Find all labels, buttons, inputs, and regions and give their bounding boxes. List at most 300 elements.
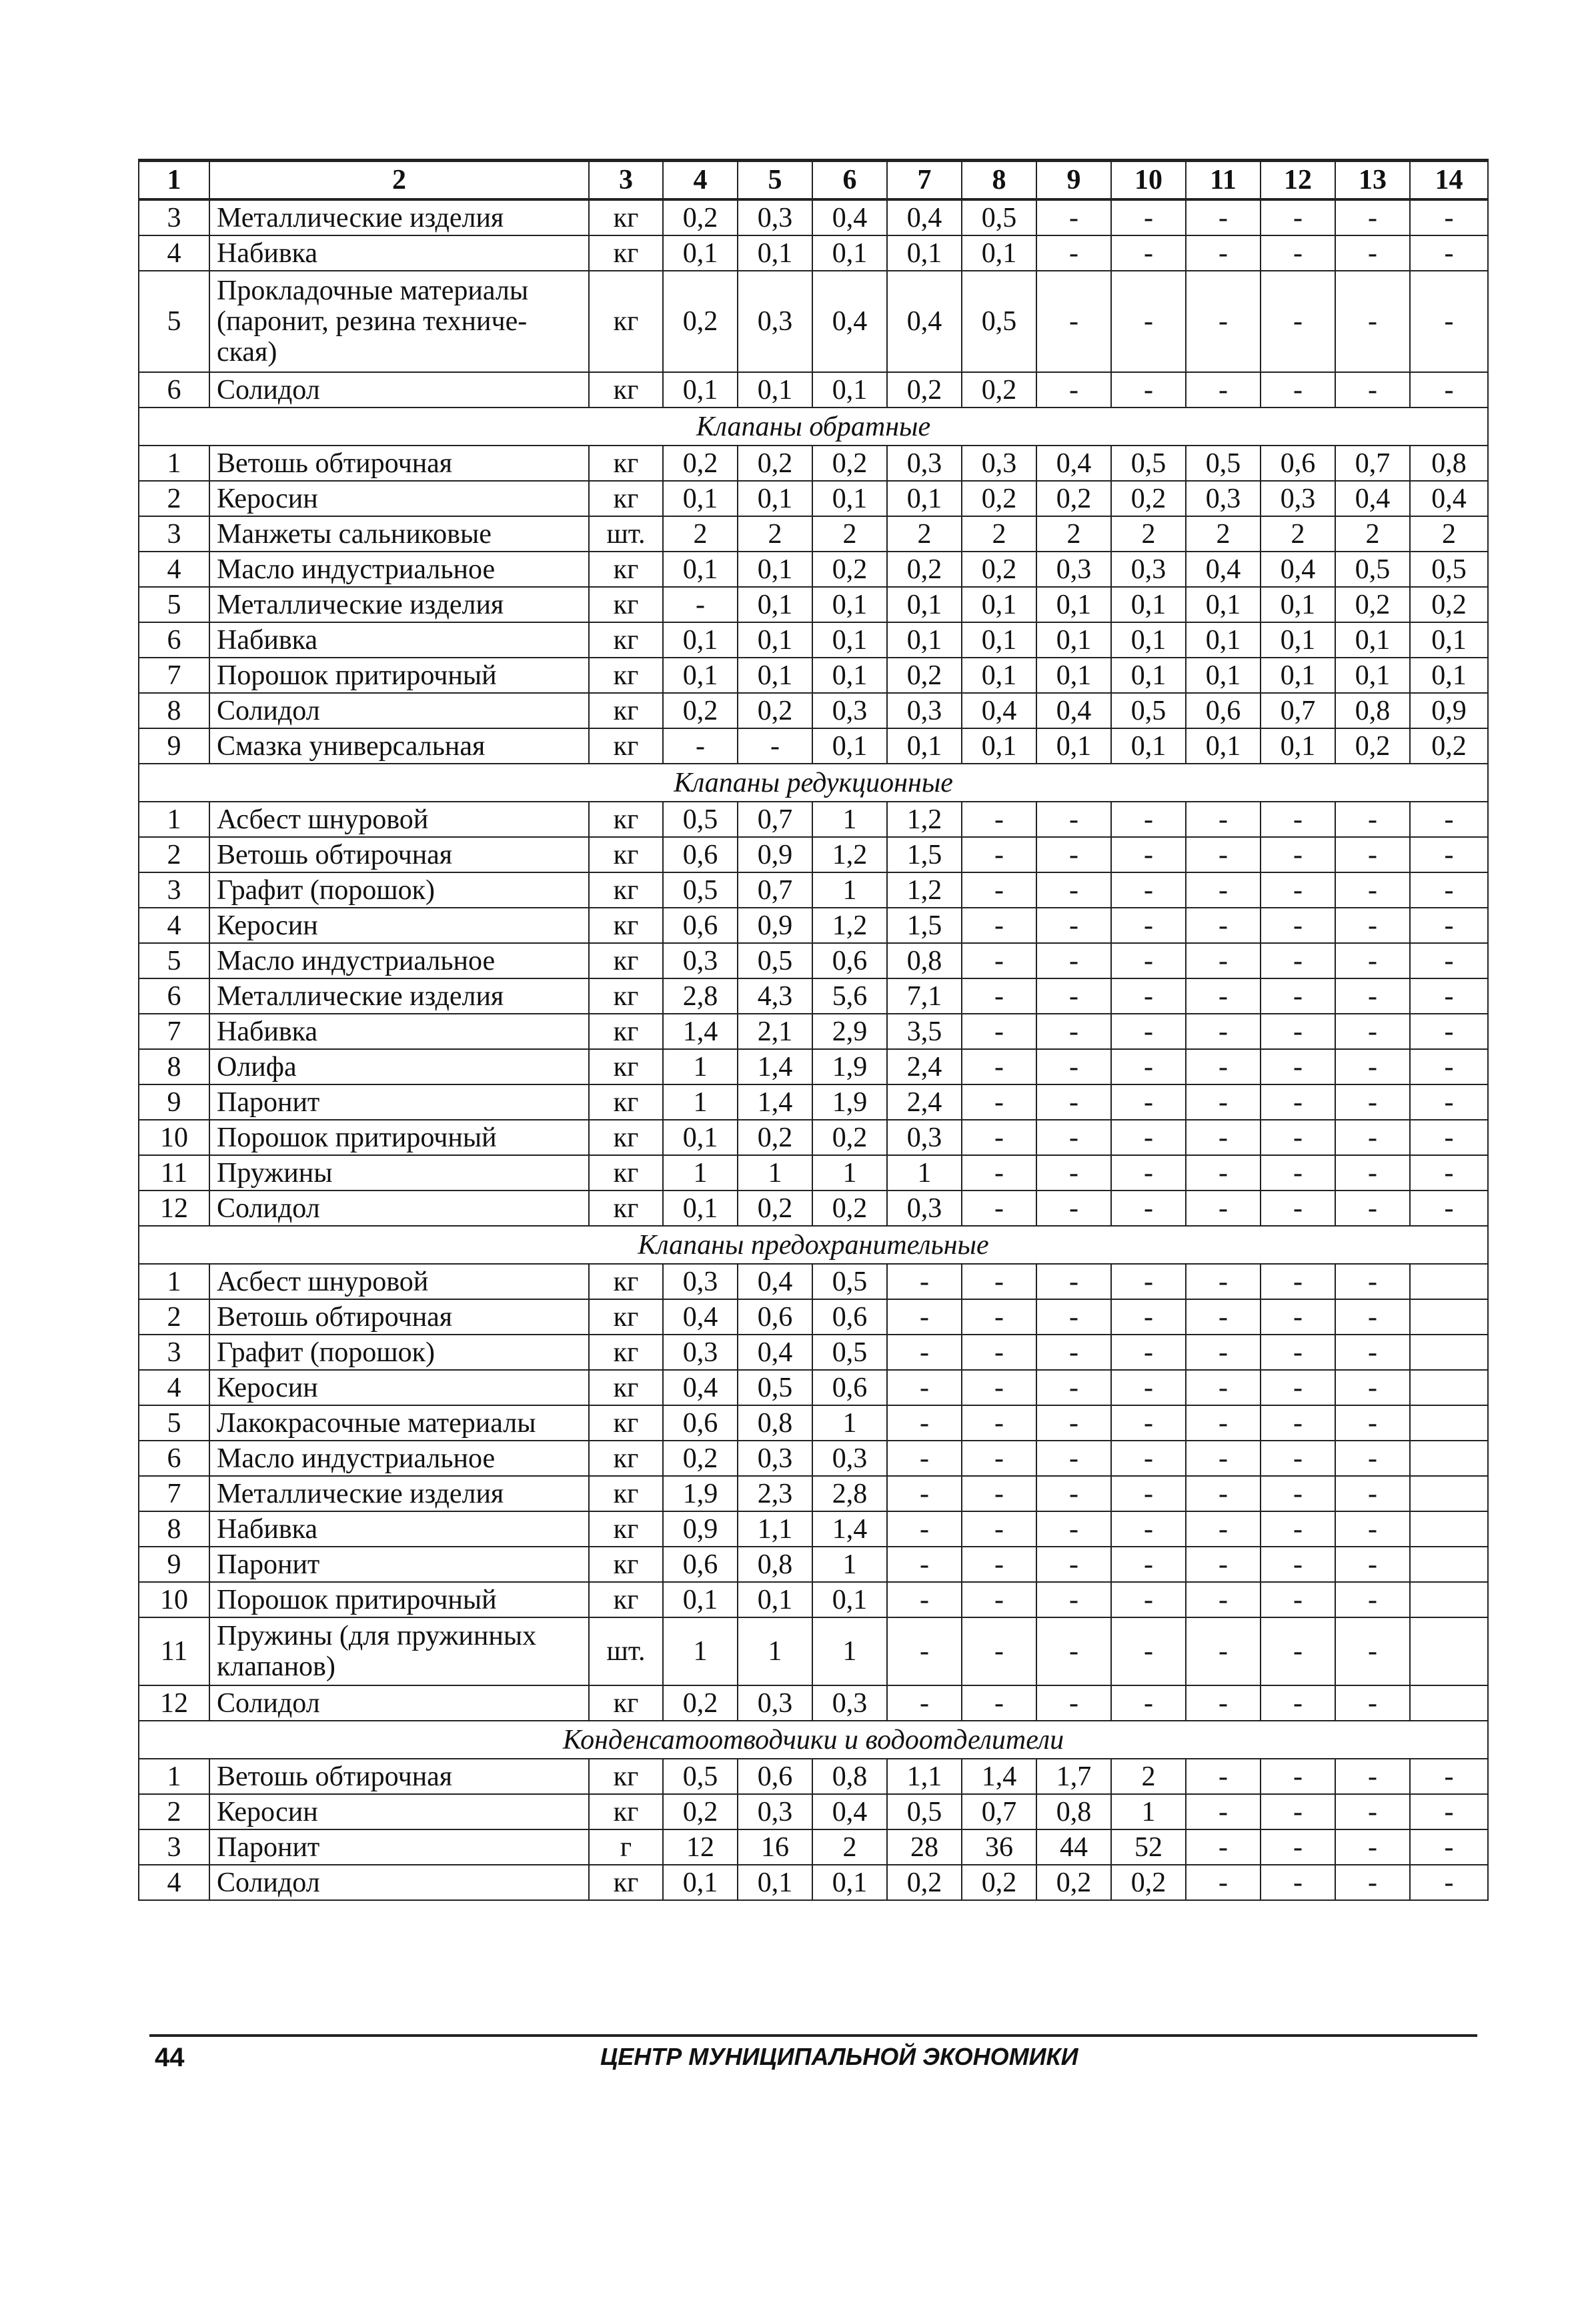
value-cell: -	[887, 1299, 962, 1335]
value-cell: 1,2	[887, 802, 962, 837]
value-cell: 2,8	[663, 978, 738, 1014]
value-cell: 0,4	[738, 1264, 812, 1299]
value-cell: -	[1186, 1476, 1261, 1511]
section-title: Клапаны редукционные	[139, 764, 1488, 802]
value-cell: -	[1036, 1582, 1111, 1617]
value-cell: -	[1186, 1794, 1261, 1829]
table-row	[139, 837, 1488, 872]
material-name-cell: Керосин	[209, 908, 589, 943]
value-cell: 1,9	[663, 1476, 738, 1511]
table-row	[139, 622, 1488, 658]
unit-cell: шт.	[589, 516, 663, 552]
table-row	[139, 908, 1488, 943]
material-name-cell: Металлические изделия	[209, 1476, 589, 1511]
value-cell: -	[1111, 1685, 1186, 1721]
value-cell: 1,2	[887, 872, 962, 908]
value-cell: 5,6	[812, 978, 887, 1014]
value-cell: 0,3	[663, 943, 738, 978]
value-cell: -	[1111, 1405, 1186, 1441]
value-cell: 2,4	[887, 1084, 962, 1120]
value-cell: -	[1111, 943, 1186, 978]
value-cell: -	[1111, 1335, 1186, 1370]
unit-cell: кг	[589, 1759, 663, 1794]
material-name-cell: Паронит	[209, 1084, 589, 1120]
value-cell: 0,2	[1335, 728, 1410, 764]
value-cell: -	[887, 1405, 962, 1441]
value-cell: -	[1036, 372, 1111, 408]
value-cell	[1410, 1335, 1488, 1370]
unit-cell: кг	[589, 1155, 663, 1191]
value-cell: -	[1036, 1264, 1111, 1299]
value-cell: 0,6	[812, 943, 887, 978]
value-cell: 0,1	[812, 1582, 887, 1617]
value-cell: 1	[1111, 1794, 1186, 1829]
value-cell: 0,3	[1111, 552, 1186, 587]
value-cell: 0,1	[887, 235, 962, 271]
value-cell: -	[1186, 1335, 1261, 1370]
value-cell: 0,5	[1111, 693, 1186, 728]
value-cell: 0,1	[663, 1120, 738, 1155]
value-cell: -	[962, 908, 1036, 943]
row-number-cell: 3	[139, 516, 209, 552]
value-cell: 0,1	[962, 728, 1036, 764]
value-cell: 0,6	[1186, 693, 1261, 728]
value-cell: -	[1261, 872, 1335, 908]
value-cell: -	[962, 1084, 1036, 1120]
column-header: 5	[738, 161, 812, 200]
value-cell: 0,1	[1410, 622, 1488, 658]
value-cell: 0,2	[738, 446, 812, 481]
value-cell: -	[1410, 837, 1488, 872]
value-cell: 0,4	[663, 1299, 738, 1335]
material-name-cell: Лакокрасочные материалы	[209, 1405, 589, 1441]
material-name-cell: Графит (порошок)	[209, 872, 589, 908]
value-cell: 0,2	[812, 552, 887, 587]
material-name-cell: Керосин	[209, 1794, 589, 1829]
value-cell: -	[887, 1335, 962, 1370]
material-name-cell: Ветошь обтирочная	[209, 446, 589, 481]
value-cell: -	[962, 1014, 1036, 1049]
material-name-cell: Пружины (для пружинных клапанов)	[209, 1617, 589, 1685]
value-cell: -	[1036, 1014, 1111, 1049]
value-cell: 0,1	[887, 622, 962, 658]
value-cell: 2,9	[812, 1014, 887, 1049]
value-cell: 0,8	[1410, 446, 1488, 481]
value-cell: -	[1036, 271, 1111, 372]
value-cell: -	[1186, 1405, 1261, 1441]
value-cell: -	[962, 1582, 1036, 1617]
value-cell: -	[1111, 1299, 1186, 1335]
value-cell: -	[962, 872, 1036, 908]
value-cell: -	[1410, 1829, 1488, 1865]
value-cell: 1	[812, 1617, 887, 1685]
value-cell	[1410, 1617, 1488, 1685]
value-cell: 1	[887, 1155, 962, 1191]
value-cell: 0,1	[1111, 587, 1186, 622]
value-cell: -	[1335, 1685, 1410, 1721]
row-number-cell: 8	[139, 693, 209, 728]
value-cell: 2,8	[812, 1476, 887, 1511]
value-cell: -	[1036, 1120, 1111, 1155]
value-cell: 0,1	[962, 235, 1036, 271]
value-cell: 0,5	[812, 1264, 887, 1299]
row-number-cell: 1	[139, 1264, 209, 1299]
value-cell: -	[1335, 1476, 1410, 1511]
value-cell: -	[1111, 1476, 1186, 1511]
column-header: 13	[1335, 161, 1410, 200]
value-cell: -	[1186, 1582, 1261, 1617]
value-cell: 0,5	[738, 943, 812, 978]
material-name-cell: Солидол	[209, 1685, 589, 1721]
value-cell: -	[1261, 1120, 1335, 1155]
material-name-cell: Графит (порошок)	[209, 1335, 589, 1370]
value-cell: 0,1	[1186, 587, 1261, 622]
value-cell: -	[1036, 1685, 1111, 1721]
material-name-cell: Металлические изделия	[209, 978, 589, 1014]
value-cell: 0,1	[1410, 658, 1488, 693]
material-name-cell: Солидол	[209, 1865, 589, 1900]
value-cell: 0,1	[1036, 728, 1111, 764]
value-cell: -	[1261, 1441, 1335, 1476]
value-cell: 0,5	[962, 271, 1036, 372]
value-cell: 0,8	[1036, 1794, 1111, 1829]
unit-cell: кг	[589, 1370, 663, 1405]
value-cell: 0,2	[663, 271, 738, 372]
value-cell: 0,1	[663, 1191, 738, 1226]
value-cell: 0,2	[812, 1120, 887, 1155]
value-cell: -	[1335, 1829, 1410, 1865]
value-cell: 0,5	[1186, 446, 1261, 481]
value-cell: 0,6	[1261, 446, 1335, 481]
row-number-cell: 2	[139, 1299, 209, 1335]
value-cell: -	[1111, 837, 1186, 872]
material-name-cell: Паронит	[209, 1547, 589, 1582]
value-cell: 0,2	[1111, 481, 1186, 516]
value-cell: -	[1111, 1049, 1186, 1084]
value-cell: -	[1261, 837, 1335, 872]
table-row	[139, 1120, 1488, 1155]
material-name-cell: Ветошь обтирочная	[209, 1299, 589, 1335]
value-cell: 0,7	[1261, 693, 1335, 728]
value-cell: 2	[1036, 516, 1111, 552]
value-cell: 0,1	[1036, 587, 1111, 622]
value-cell: -	[1410, 908, 1488, 943]
value-cell: -	[1036, 1370, 1111, 1405]
value-cell: 0,5	[663, 1759, 738, 1794]
value-cell: 1	[663, 1049, 738, 1084]
value-cell: 0,3	[1186, 481, 1261, 516]
value-cell: -	[1335, 271, 1410, 372]
value-cell: 0,8	[812, 1759, 887, 1794]
unit-cell: кг	[589, 1582, 663, 1617]
value-cell: 1,4	[812, 1511, 887, 1547]
value-cell: 0,7	[962, 1794, 1036, 1829]
value-cell: -	[1335, 1084, 1410, 1120]
value-cell: 0,1	[663, 372, 738, 408]
value-cell: 0,1	[738, 587, 812, 622]
table-row	[139, 271, 1488, 372]
value-cell: -	[1410, 1155, 1488, 1191]
value-cell: 0,6	[738, 1759, 812, 1794]
value-cell: -	[1186, 1617, 1261, 1685]
unit-cell: кг	[589, 1794, 663, 1829]
material-name-cell: Порошок притирочный	[209, 1120, 589, 1155]
value-cell: 0,2	[812, 446, 887, 481]
value-cell: 0,1	[812, 1865, 887, 1900]
value-cell: 0,3	[1261, 481, 1335, 516]
value-cell: 2	[1410, 516, 1488, 552]
value-cell: -	[1335, 372, 1410, 408]
material-name-cell: Металлические изделия	[209, 587, 589, 622]
row-number-cell: 8	[139, 1511, 209, 1547]
value-cell: -	[1261, 978, 1335, 1014]
table-row	[139, 943, 1488, 978]
table-row	[139, 372, 1488, 408]
value-cell: -	[1261, 1794, 1335, 1829]
column-header: 10	[1111, 161, 1186, 200]
material-name-cell: Ветошь обтирочная	[209, 1759, 589, 1794]
material-name-cell: Набивка	[209, 235, 589, 271]
value-cell: 0,8	[738, 1547, 812, 1582]
value-cell: 1,1	[738, 1511, 812, 1547]
material-name-cell: Прокладочные материалы (паронит, резина техниче-ская)	[209, 271, 589, 372]
section-title-row	[139, 408, 1488, 446]
value-cell: -	[1111, 1191, 1186, 1226]
material-name-cell: Металлические изделия	[209, 199, 589, 235]
table-row	[139, 658, 1488, 693]
value-cell: -	[1186, 1014, 1261, 1049]
table-body	[139, 161, 1488, 1901]
value-cell: -	[1186, 1547, 1261, 1582]
value-cell: -	[1186, 1264, 1261, 1299]
materials-norm-table	[138, 159, 1489, 1901]
value-cell: -	[962, 1299, 1036, 1335]
value-cell: -	[1111, 802, 1186, 837]
value-cell: 1	[663, 1155, 738, 1191]
value-cell: 0,3	[663, 1264, 738, 1299]
value-cell: 0,6	[812, 1370, 887, 1405]
table-row	[139, 802, 1488, 837]
value-cell: -	[962, 1191, 1036, 1226]
unit-cell: кг	[589, 978, 663, 1014]
column-header: 12	[1261, 161, 1335, 200]
value-cell: 0,7	[738, 872, 812, 908]
value-cell: 36	[962, 1829, 1036, 1865]
value-cell: 2	[812, 516, 887, 552]
row-number-cell: 4	[139, 1370, 209, 1405]
value-cell: -	[1335, 837, 1410, 872]
unit-cell: кг	[589, 802, 663, 837]
unit-cell: кг	[589, 1264, 663, 1299]
value-cell: 0,8	[887, 943, 962, 978]
value-cell: 0,1	[663, 658, 738, 693]
value-cell: 1,4	[663, 1014, 738, 1049]
value-cell: 1	[812, 802, 887, 837]
value-cell: 52	[1111, 1829, 1186, 1865]
section-title: Клапаны предохранительные	[139, 1226, 1488, 1264]
value-cell: 0,3	[887, 1191, 962, 1226]
value-cell: 2	[812, 1829, 887, 1865]
value-cell: 0,1	[1111, 622, 1186, 658]
unit-cell: кг	[589, 1441, 663, 1476]
value-cell: -	[1261, 1155, 1335, 1191]
value-cell: -	[1335, 1441, 1410, 1476]
publisher-name: ЦЕНТР МУНИЦИПАЛЬНОЙ ЭКОНОМИКИ	[600, 2043, 1078, 2070]
value-cell: 0,1	[738, 235, 812, 271]
page-number: 44	[155, 2043, 185, 2072]
value-cell: -	[1036, 1476, 1111, 1511]
value-cell: 0,1	[663, 1865, 738, 1900]
row-number-cell: 10	[139, 1582, 209, 1617]
value-cell: -	[1261, 1264, 1335, 1299]
value-cell: -	[1410, 1084, 1488, 1120]
value-cell: 0,1	[812, 372, 887, 408]
value-cell: 0,1	[663, 622, 738, 658]
value-cell: -	[1410, 199, 1488, 235]
row-number-cell: 5	[139, 271, 209, 372]
row-number-cell: 7	[139, 1014, 209, 1049]
value-cell: 2	[962, 516, 1036, 552]
value-cell: -	[1186, 1049, 1261, 1084]
value-cell: 0,6	[663, 1547, 738, 1582]
unit-cell: кг	[589, 1049, 663, 1084]
row-number-cell: 10	[139, 1120, 209, 1155]
value-cell: 0,3	[812, 1441, 887, 1476]
row-number-cell: 3	[139, 1829, 209, 1865]
value-cell: -	[1335, 1155, 1410, 1191]
value-cell: 1,9	[812, 1049, 887, 1084]
value-cell: -	[1186, 1865, 1261, 1900]
value-cell: -	[1335, 1865, 1410, 1900]
row-number-cell: 5	[139, 587, 209, 622]
value-cell: 1,7	[1036, 1759, 1111, 1794]
value-cell: -	[962, 1617, 1036, 1685]
section-title-row	[139, 1721, 1488, 1759]
value-cell: -	[1335, 1191, 1410, 1226]
value-cell: 0,3	[812, 1685, 887, 1721]
value-cell: -	[1186, 1511, 1261, 1547]
value-cell: 0,2	[887, 372, 962, 408]
row-number-cell: 9	[139, 728, 209, 764]
value-cell: -	[1335, 1264, 1410, 1299]
value-cell: -	[1111, 1370, 1186, 1405]
value-cell: 0,9	[738, 837, 812, 872]
value-cell: -	[1186, 908, 1261, 943]
value-cell: 0,3	[962, 446, 1036, 481]
value-cell: 0,1	[962, 622, 1036, 658]
value-cell: -	[1261, 1049, 1335, 1084]
value-cell: -	[887, 1511, 962, 1547]
value-cell: 0,1	[738, 658, 812, 693]
value-cell: 0,4	[812, 199, 887, 235]
value-cell: 1,9	[812, 1084, 887, 1120]
value-cell: -	[962, 802, 1036, 837]
value-cell: 0,1	[738, 552, 812, 587]
value-cell: 0,1	[738, 1865, 812, 1900]
value-cell: -	[1186, 1370, 1261, 1405]
table-row	[139, 516, 1488, 552]
unit-cell: кг	[589, 1335, 663, 1370]
value-cell: 0,2	[1335, 587, 1410, 622]
value-cell: 0,3	[738, 199, 812, 235]
unit-cell: кг	[589, 908, 663, 943]
value-cell: -	[1410, 271, 1488, 372]
row-number-cell: 3	[139, 1335, 209, 1370]
value-cell: -	[1186, 1299, 1261, 1335]
value-cell: 0,8	[1335, 693, 1410, 728]
column-header: 4	[663, 161, 738, 200]
value-cell: -	[1186, 1191, 1261, 1226]
value-cell: 0,4	[1335, 481, 1410, 516]
row-number-cell: 2	[139, 837, 209, 872]
value-cell: 0,4	[663, 1370, 738, 1405]
unit-cell: кг	[589, 552, 663, 587]
unit-cell: кг	[589, 481, 663, 516]
value-cell: -	[1111, 1582, 1186, 1617]
table-row	[139, 1617, 1488, 1685]
value-cell: 1,4	[738, 1049, 812, 1084]
value-cell: 1	[812, 872, 887, 908]
material-name-cell: Набивка	[209, 1014, 589, 1049]
value-cell: -	[1186, 802, 1261, 837]
value-cell: -	[1036, 978, 1111, 1014]
section-title: Конденсатоотводчики и водоотделители	[139, 1721, 1488, 1759]
value-cell: -	[962, 1511, 1036, 1547]
value-cell: 0,4	[1410, 481, 1488, 516]
table-row	[139, 1511, 1488, 1547]
unit-cell: кг	[589, 1511, 663, 1547]
value-cell: -	[1111, 372, 1186, 408]
value-cell: -	[1410, 1794, 1488, 1829]
value-cell: 0,3	[887, 693, 962, 728]
value-cell: -	[1410, 1120, 1488, 1155]
unit-cell: кг	[589, 1405, 663, 1441]
value-cell	[1410, 1476, 1488, 1511]
value-cell: 2	[1261, 516, 1335, 552]
value-cell: -	[962, 1685, 1036, 1721]
unit-cell: кг	[589, 446, 663, 481]
value-cell: 7,1	[887, 978, 962, 1014]
unit-cell: кг	[589, 1014, 663, 1049]
value-cell: -	[887, 1617, 962, 1685]
table-row	[139, 1049, 1488, 1084]
value-cell: -	[1335, 1335, 1410, 1370]
table-row	[139, 1155, 1488, 1191]
value-cell: -	[1186, 372, 1261, 408]
column-header: 6	[812, 161, 887, 200]
row-number-cell: 12	[139, 1685, 209, 1721]
table-row	[139, 1264, 1488, 1299]
value-cell: -	[1111, 271, 1186, 372]
value-cell: 2,4	[887, 1049, 962, 1084]
table-row	[139, 1476, 1488, 1511]
value-cell: 0,5	[738, 1370, 812, 1405]
value-cell: -	[1186, 943, 1261, 978]
value-cell: 0,6	[663, 837, 738, 872]
value-cell: 0,5	[1335, 552, 1410, 587]
value-cell: -	[962, 1405, 1036, 1441]
value-cell: -	[1335, 1049, 1410, 1084]
value-cell: 2	[887, 516, 962, 552]
column-header: 9	[1036, 161, 1111, 200]
column-header: 2	[209, 161, 589, 200]
value-cell: 0,1	[1261, 728, 1335, 764]
value-cell: 0,1	[1261, 622, 1335, 658]
value-cell: -	[1410, 1191, 1488, 1226]
material-name-cell: Пружины	[209, 1155, 589, 1191]
value-cell: -	[1111, 235, 1186, 271]
value-cell: 0,1	[1111, 728, 1186, 764]
